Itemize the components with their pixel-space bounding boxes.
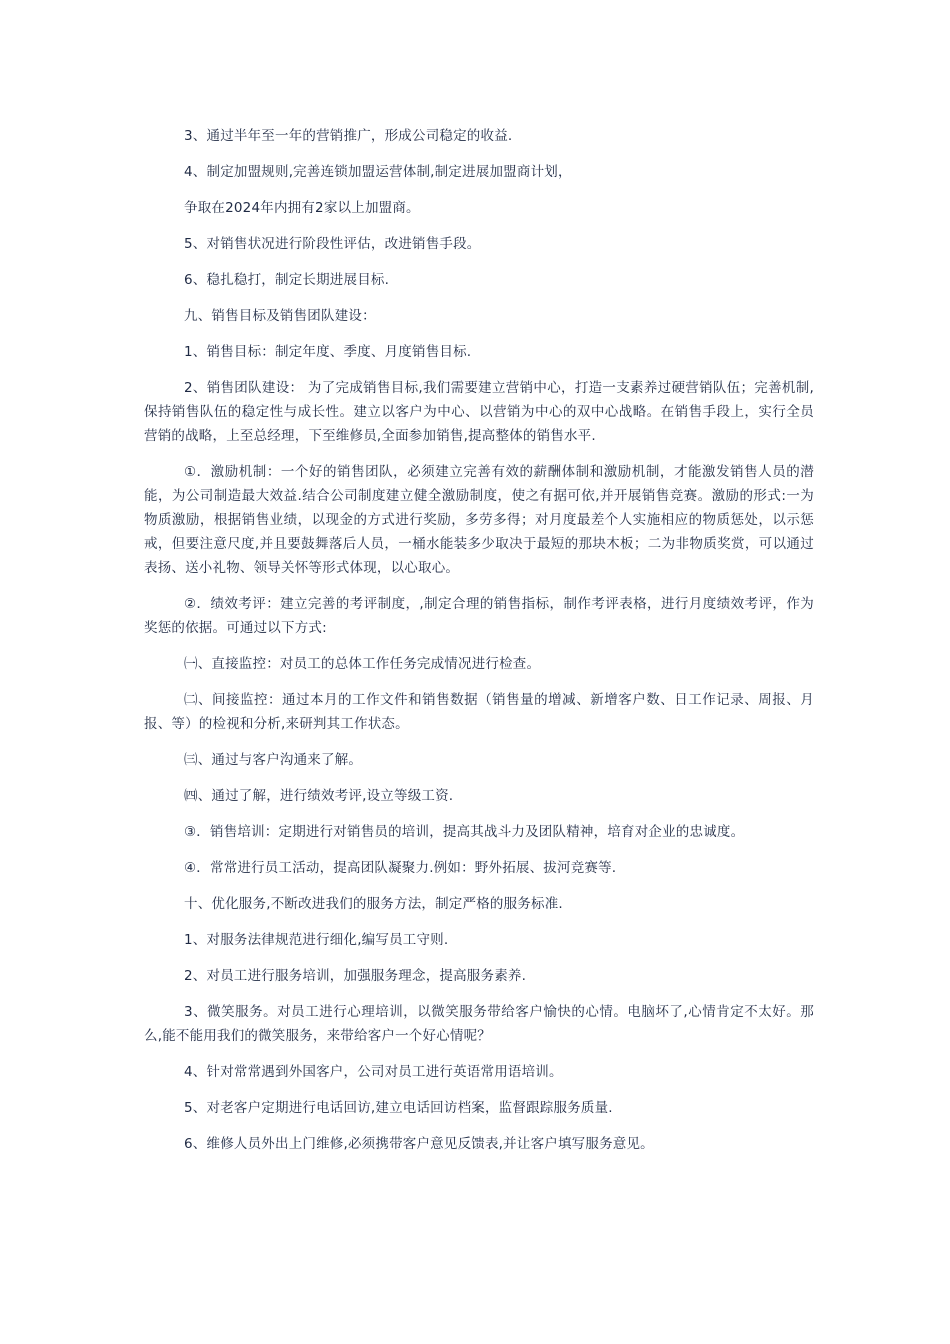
paragraph-14: ③．销售培训：定期进行对销售员的培训，提高其战斗力及团队精神，培育对企业的忠诚度。: [184, 824, 745, 840]
paragraph-15: ④．常常进行员工活动，提高团队凝聚力.例如：野外拓展、拔河竞赛等.: [184, 860, 617, 876]
paragraph-18: 3、微笑服务。对员工进行心理培训，以微笑服务带给客户愉快的心情。电脑坏了,心情肯定不太好。那么,能不能用我们的微笑服务，来带给客户一个好心情呢？: [144, 1004, 814, 1044]
paragraph-4: 5、对销售状况进行阶段性评估，改进销售手段。: [184, 236, 481, 252]
paragraph-10: ㈠、直接监控：对员工的总体工作任务完成情况进行检查。: [184, 656, 541, 672]
section-heading-9: 九、销售目标及销售团队建设：: [184, 308, 376, 324]
document-body: [144, 124, 814, 1168]
paragraph-20: 5、对老客户定期进行电话回访,建立电话回访档案，监督跟踪服务质量.: [184, 1100, 613, 1116]
paragraph-9: ②．绩效考评：建立完善的考评制度，,制定合理的销售指标，制作考评表格，进行月度绩效考评，作为奖惩的依据。可通过以下方式:: [144, 596, 814, 636]
paragraph-1: 3、通过半年至一年的营销推广，形成公司稳定的收益.: [184, 128, 513, 144]
paragraph-3: 争取在2024年内拥有2家以上加盟商。: [184, 200, 420, 216]
paragraph-2: 4、制定加盟规则,完善连锁加盟运营体制,制定进展加盟商计划，: [184, 164, 572, 180]
paragraph-7: 2、销售团队建设： 为了完成销售目标,我们需要建立营销中心，打造一支素养过硬营销队伍；完善机制,保持销售队伍的稳定性与成长性。建立以客户为中心、以营销为中心的双中心战略。在销售手段上，实行全员营销的战略，上至总经理，下至维修员,全面参加销售,提高整体的销售水平.: [144, 380, 814, 444]
paragraph-13: ㈣、通过了解，进行绩效考评,设立等级工资.: [184, 788, 454, 804]
paragraph-5: 6、稳扎稳打，制定长期进展目标.: [184, 272, 390, 288]
paragraph-19: 4、针对常常遇到外国客户，公司对员工进行英语常用语培训。: [184, 1064, 563, 1080]
paragraph-8: ①．激励机制：一个好的销售团队，必须建立完善有效的薪酬体制和激励机制，才能激发销售人员的潜能，为公司制造最大效益.结合公司制度建立健全激励制度，使之有据可依,并开展销售竞赛。激励的形式:一为物质激励，根据销售业绩，以现金的方式进行奖励，多劳多得；对月度最差个人实施相应的物质惩处，以示惩戒，但要注意尺度,并且要鼓舞落后人员，一桶水能装多少取决于最短的那块木板；二为非物质奖赏，可以通过表扬、送小礼物、领导关怀等形式体现，以心取心。: [144, 464, 814, 576]
paragraph-17: 2、对员工进行服务培训，加强服务理念，提高服务素养.: [184, 968, 527, 984]
section-heading-10: 十、优化服务,不断改进我们的服务方法，制定严格的服务标准.: [184, 896, 563, 912]
paragraph-12: ㈢、通过与客户沟通来了解。: [184, 752, 363, 768]
paragraph-11: ㈡、间接监控：通过本月的工作文件和销售数据（销售量的增减、新增客户数、日工作记录、周报、月报、等）的检视和分析,来研判其工作状态。: [144, 692, 814, 732]
paragraph-16: 1、对服务法律规范进行细化,编写员工守则.: [184, 932, 449, 948]
paragraph-6: 1、销售目标：制定年度、季度、月度销售目标.: [184, 344, 472, 360]
paragraph-21: 6、维修人员外出上门维修,必须携带客户意见反馈表,并让客户填写服务意见。: [184, 1136, 654, 1152]
